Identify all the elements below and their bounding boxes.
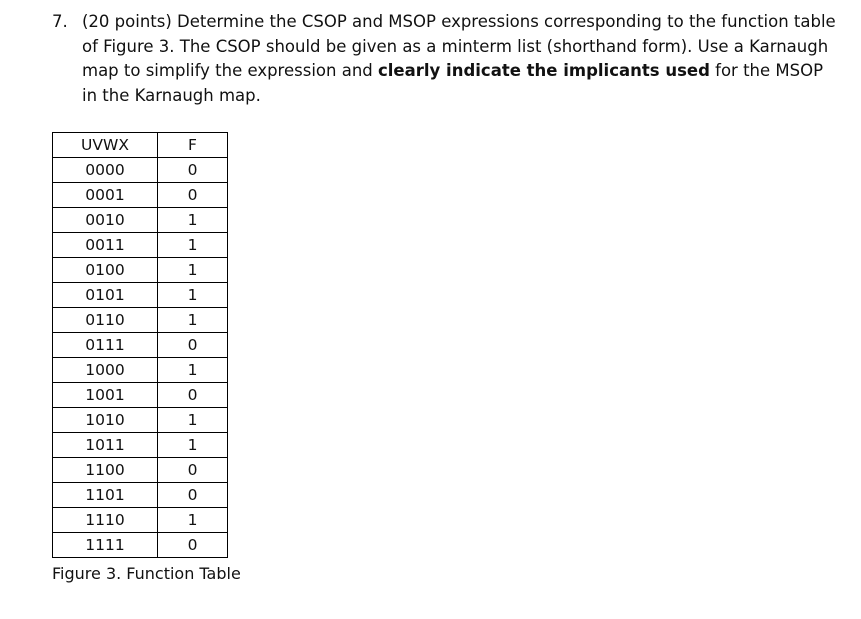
- table-body: [53, 158, 228, 558]
- input-cell: 0000: [53, 158, 158, 183]
- input-cell: 0101: [53, 283, 158, 308]
- table-row: [53, 433, 228, 458]
- input-cell: 0111: [53, 333, 158, 358]
- input-cell: 1110: [53, 508, 158, 533]
- output-cell: 0: [158, 183, 228, 208]
- input-cell: 1011: [53, 433, 158, 458]
- output-cell: 1: [158, 508, 228, 533]
- table-row: [53, 183, 228, 208]
- output-cell: 1: [158, 308, 228, 333]
- question-text-part1: Determine the CSOP and MSOP expressions corresponding to the function table of Figure 3. The CSOP should be given as a minterm list (shorthand form). Use a Karnaugh map to simplify the expression and: [82, 12, 836, 80]
- output-cell: 1: [158, 258, 228, 283]
- table-row: [53, 233, 228, 258]
- output-cell: 0: [158, 383, 228, 408]
- table-row: [53, 158, 228, 183]
- question-text-part2: for the MSOP in the Karnaugh map.: [82, 61, 824, 105]
- output-cell: 1: [158, 358, 228, 383]
- input-cell: 0011: [53, 233, 158, 258]
- table-header-row: [53, 133, 228, 158]
- table-row: [53, 208, 228, 233]
- input-cell: 0001: [53, 183, 158, 208]
- output-cell: 1: [158, 283, 228, 308]
- output-cell: 0: [158, 533, 228, 558]
- output-cell: 1: [158, 408, 228, 433]
- question-text: [82, 10, 842, 108]
- input-cell: 0100: [53, 258, 158, 283]
- table-row: [53, 308, 228, 333]
- output-cell: 0: [158, 158, 228, 183]
- input-cell: 1010: [53, 408, 158, 433]
- question-number: 7.: [52, 12, 68, 31]
- output-cell: 1: [158, 208, 228, 233]
- table-row: [53, 383, 228, 408]
- input-cell: 1001: [53, 383, 158, 408]
- column-header-uvwx: UVWX: [53, 133, 158, 158]
- input-cell: 0110: [53, 308, 158, 333]
- output-cell: 1: [158, 233, 228, 258]
- table-row: [53, 483, 228, 508]
- table-row: [53, 408, 228, 433]
- question-points: (20 points): [82, 12, 172, 31]
- output-cell: 1: [158, 433, 228, 458]
- table-row: [53, 358, 228, 383]
- question-emphasis: clearly indicate the implicants used: [378, 61, 710, 80]
- output-cell: 0: [158, 483, 228, 508]
- question-7: [52, 10, 842, 108]
- table-row: [53, 258, 228, 283]
- table-row: [53, 333, 228, 358]
- figure-caption: Figure 3. Function Table: [52, 564, 241, 583]
- input-cell: 1111: [53, 533, 158, 558]
- table-row: [53, 458, 228, 483]
- table-row: [53, 508, 228, 533]
- table-row: [53, 533, 228, 558]
- output-cell: 0: [158, 333, 228, 358]
- function-table: [52, 132, 228, 558]
- input-cell: 1100: [53, 458, 158, 483]
- column-header-f: F: [158, 133, 228, 158]
- output-cell: 0: [158, 458, 228, 483]
- table-row: [53, 283, 228, 308]
- input-cell: 1101: [53, 483, 158, 508]
- input-cell: 1000: [53, 358, 158, 383]
- input-cell: 0010: [53, 208, 158, 233]
